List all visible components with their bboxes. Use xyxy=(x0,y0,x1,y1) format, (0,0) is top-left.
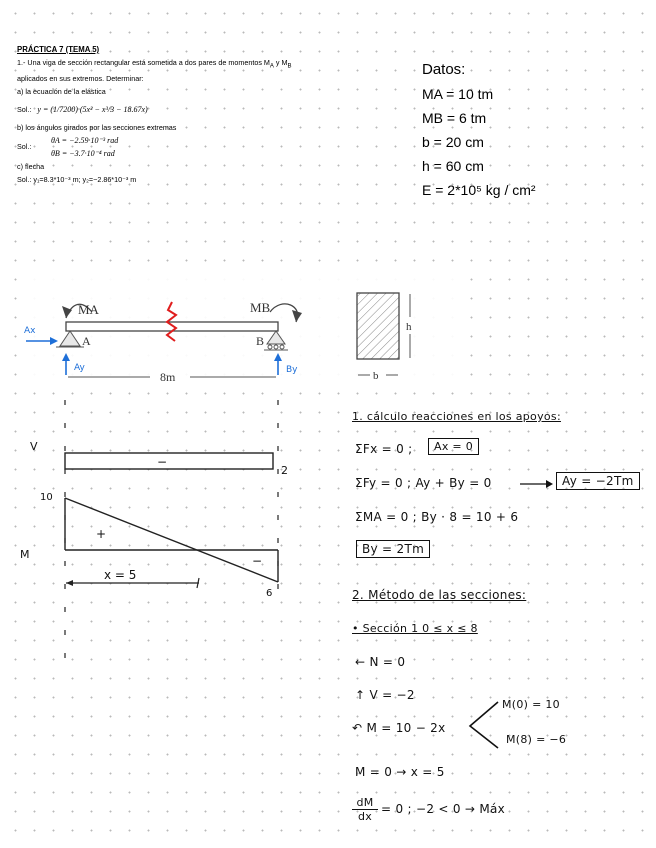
solution-b: Sol.: θA = −2.59·10⁻³ rad θB = −3.7·10⁻⁴ rad xyxy=(17,135,412,161)
given-e: E = 2*10⁵ kg / cm² xyxy=(422,182,536,198)
section-h-label: h xyxy=(406,321,412,333)
solution-a: Sol.: y = (1/7200)·(5x² − x³/3 − 18.67x) xyxy=(17,104,148,114)
eq-sum-fy: ΣFy = 0 ; Ay + By = 0 xyxy=(355,476,492,490)
shear-label: V xyxy=(30,440,38,453)
item-a: a) la ecuación de la elástica xyxy=(17,86,106,96)
moment-at-8: M(8) = −6 xyxy=(506,733,567,746)
given-h: h = 60 cm xyxy=(422,158,484,174)
moment-label: M xyxy=(20,548,30,561)
problem-title: PRÁCTICA 7 (TEMA 5) xyxy=(17,45,100,54)
box-by: By = 2Tm xyxy=(356,540,430,558)
section-b-label: b xyxy=(373,370,379,382)
derivative-denominator: dx xyxy=(357,810,373,823)
theta-a: θA = −2.59·10⁻³ rad xyxy=(51,136,119,146)
label-ay: Ay xyxy=(74,363,85,373)
eq-sum-ma: ΣMA = 0 ; By · 8 = 10 + 6 xyxy=(355,510,519,524)
elastic-equation: y = (1/7200)·(5x² − x³/3 − 18.67x) xyxy=(37,104,148,114)
moment-plus: + xyxy=(96,527,107,541)
label-b: B xyxy=(256,334,265,348)
heading-sections: 2. Método de las secciones: xyxy=(352,588,527,602)
x5-label: x = 5 xyxy=(104,568,137,582)
item-c: c) flecha xyxy=(17,162,45,172)
label-mb: MB xyxy=(250,300,271,315)
given-mb: MB = 6 tm xyxy=(422,110,487,126)
moment-bottom-value: 6 xyxy=(266,588,273,599)
cross-section xyxy=(357,293,399,359)
given-data-title: Datos: xyxy=(422,61,466,78)
shear-value: 2 xyxy=(281,464,288,477)
eq-moment-zero: M = 0 → x = 5 xyxy=(355,765,445,779)
moment-minus: − xyxy=(252,554,263,568)
eq-normal: ← N = 0 xyxy=(355,655,406,669)
span-length: 8m xyxy=(160,370,176,384)
moment-at-0: M(0) = 10 xyxy=(502,698,560,711)
box-ax: Ax = 0 xyxy=(428,438,479,455)
derivative-fraction xyxy=(352,796,378,823)
theta-b: θB = −3.7·10⁻⁴ rad xyxy=(51,149,115,159)
derivative-numerator: dM xyxy=(352,796,378,810)
eq-sum-fx: ΣFx = 0 ; xyxy=(355,442,413,456)
given-b: b = 20 cm xyxy=(422,134,484,150)
label-by: By xyxy=(286,365,298,375)
arrow-to-ay xyxy=(520,478,554,490)
heading-reactions: 1. cálculo reacciones en los apoyos: xyxy=(352,410,561,423)
label-a: A xyxy=(82,334,91,348)
shear-sign: − xyxy=(157,455,168,469)
statement-line-1: 1.- Una viga de sección rectangular está sometida a dos pares de momentos $M_A$ y $M_B$ xyxy=(17,57,292,70)
moment-brace xyxy=(466,700,502,750)
given-ma: MA = 10 tm xyxy=(422,86,494,102)
shear-diagram xyxy=(65,453,273,469)
item-b: b) los ángulos girados por las secciones extremas xyxy=(17,123,177,133)
moment-top-value: 10 xyxy=(40,492,53,503)
solution-c: Sol.: y₁=8.3*10⁻³ m; y₂=−2.86*10⁻³ m xyxy=(17,175,137,185)
eq-derivative: = 0 ; −2 < 0 → Máx xyxy=(381,802,506,816)
label-ax: Ax xyxy=(24,326,36,336)
box-ay: Ay = −2Tm xyxy=(556,472,640,490)
eq-moment: ↶ M = 10 − 2x xyxy=(352,721,446,735)
statement-line-2: aplicados en sus extremos. Determinar: xyxy=(17,74,144,84)
eq-shear: ↑ V = −2 xyxy=(355,688,415,702)
section-1-range: • Sección 1 0 ≤ x ≤ 8 xyxy=(352,622,478,635)
label-ma: MA xyxy=(78,302,99,317)
